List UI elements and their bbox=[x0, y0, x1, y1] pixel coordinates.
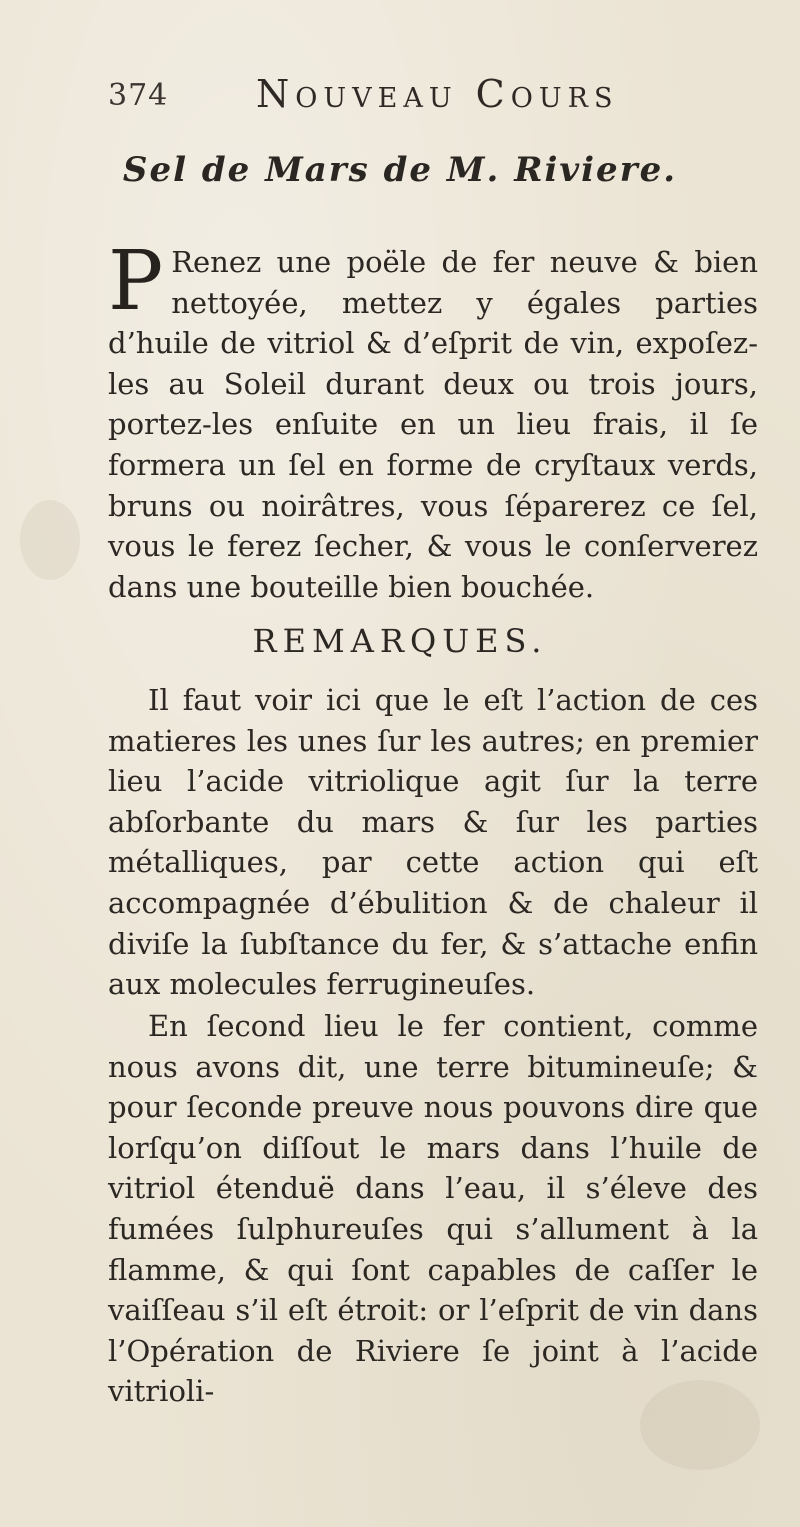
drop-cap: P bbox=[108, 234, 164, 329]
page-header bbox=[108, 72, 748, 120]
running-head: Nouveau Cours bbox=[256, 72, 619, 116]
paragraph-remark-2: En ſecond lieu le fer contient, comme nous avons dit, une terre bitumineuſe; & pour ſeconde preuve nous pouvons dire que lorſqu’on diſſout le mars dans l’huile de vitriol étenduë dans l’eau, il s’éleve des fumées ſulphureuſes qui s’allument à la flamme, & qui ſont capables de caſſer le vaiſſeau s’il eſt étroit: or l’eſprit de vin dans l’Opération de Riviere ſe joint à l’acide vitrioli- bbox=[108, 1009, 758, 1409]
section-title: Sel de Mars de M. Riviere. bbox=[122, 150, 678, 190]
paper-stain bbox=[20, 500, 80, 580]
paragraph-recipe bbox=[108, 234, 758, 607]
page-number: 374 bbox=[108, 78, 169, 113]
paragraph-recipe-text: Renez une poële de fer neuve & bien nettoyée, mettez y égales parties d’huile de vitriol & d’eſprit de vin, expoſez-les au Soleil durant deux ou trois jours, portez-les enſuite en un lieu frais, il ſe formera un ſel en forme de cryſtaux verds, bruns ou noirâtres, vous ſéparerez ce ſel, vous le ferez ſecher, & vous le conſerverez dans une bouteille bien bouchée. bbox=[108, 245, 758, 604]
remarques-heading: REMARQUES. bbox=[252, 622, 548, 660]
paragraph-remark-1: Il faut voir ici que le eſt l’action de ces matieres les unes ſur les autres; en premier lieu l’acide vitriolique agit ſur la terre abſorbante du mars & ſur les parties métalliques, par cette action qui eſt accompagnée d’ébulition & de chaleur il diviſe la ſubſtance du fer, & s’attache enfin aux molecules ferrugineuſes. bbox=[108, 683, 758, 1002]
